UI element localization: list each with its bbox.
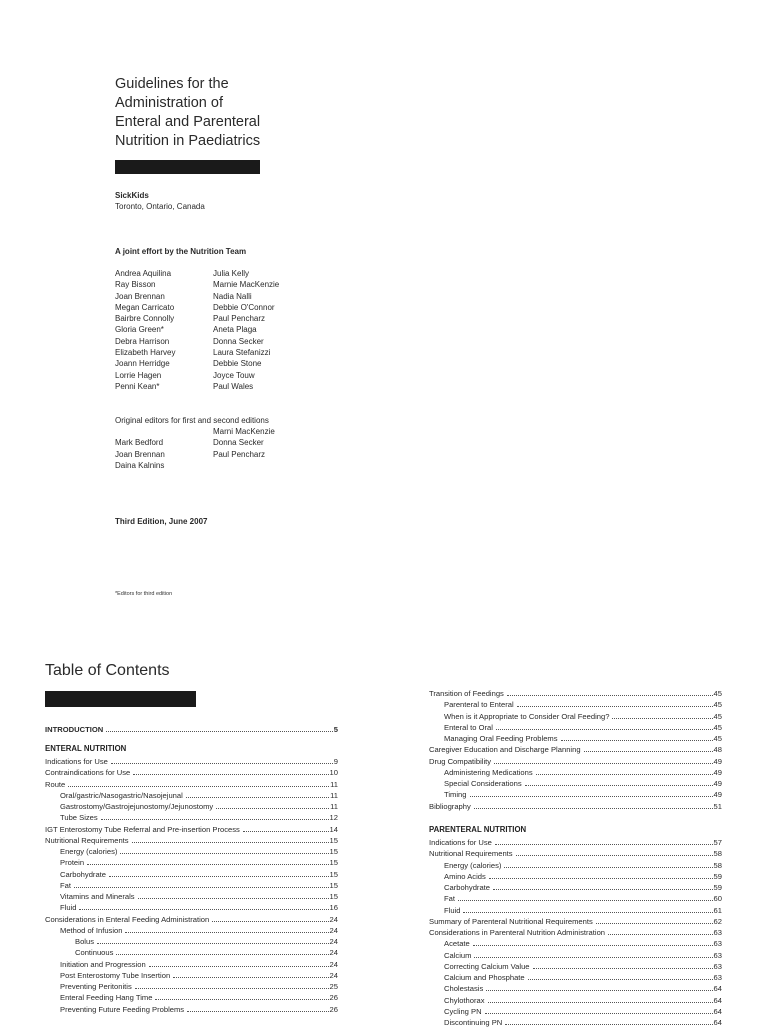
toc-entry-label: Special Considerations bbox=[444, 779, 522, 788]
toc-entry[interactable] bbox=[60, 790, 338, 801]
toc-entry[interactable] bbox=[60, 902, 338, 913]
toc-leader-dots bbox=[485, 1013, 713, 1014]
toc-leader-dots bbox=[109, 876, 329, 877]
toc-entry-page: 64 bbox=[713, 1018, 722, 1027]
team-member: Marnie MacKenzie bbox=[213, 280, 280, 290]
toc-entry[interactable] bbox=[444, 972, 722, 983]
team-member: Nadia Nalli bbox=[213, 291, 252, 301]
toc-entry-label: Protein bbox=[60, 858, 85, 868]
toc-leader-dots bbox=[473, 945, 713, 946]
cover-title-line: Administration of bbox=[115, 95, 223, 111]
toc-entry[interactable] bbox=[45, 914, 338, 925]
toc-entry[interactable] bbox=[429, 756, 722, 767]
cover-title-line: Nutrition in Paediatrics bbox=[115, 133, 261, 149]
cover-title-line: Guidelines for the bbox=[115, 76, 229, 92]
toc-entry-page: 57 bbox=[713, 838, 722, 847]
toc-leader-dots bbox=[97, 943, 329, 944]
toc-entry-label: Correcting Calcium Value bbox=[444, 961, 530, 971]
toc-leader-dots bbox=[517, 706, 713, 707]
toc-entry[interactable] bbox=[444, 699, 722, 710]
toc-entry[interactable] bbox=[429, 848, 722, 859]
toc-entry-page: 60 bbox=[713, 894, 722, 904]
toc-leader-dots bbox=[173, 977, 328, 978]
toc-entry-label: Post Enterostomy Tube Insertion bbox=[60, 970, 171, 980]
toc-entry-page: 49 bbox=[713, 790, 722, 800]
toc-entry[interactable] bbox=[75, 947, 338, 958]
toc-leader-dots bbox=[516, 855, 713, 856]
toc-entry-label: Initiation and Progression bbox=[60, 959, 146, 969]
toc-entry-page: 24 bbox=[329, 959, 338, 969]
toc-entry-label: Parenteral to Enteral bbox=[444, 700, 514, 710]
toc-entry-page: 15 bbox=[329, 880, 338, 890]
toc-entry[interactable] bbox=[60, 812, 338, 823]
joint-effort-heading: A joint effort by the Nutrition Team bbox=[115, 247, 247, 256]
team-member: Joann Herridge bbox=[115, 359, 170, 369]
toc-section-parenteral: PARENTERAL NUTRITION bbox=[429, 825, 527, 834]
toc-entry-page: 24 bbox=[329, 914, 338, 924]
toc-entry[interactable] bbox=[60, 869, 338, 880]
toc-leader-dots bbox=[507, 695, 713, 696]
toc-entry[interactable] bbox=[60, 880, 338, 891]
toc-entry[interactable] bbox=[444, 860, 722, 871]
editor-name: Marni MacKenzie bbox=[213, 427, 275, 436]
toc-leader-dots bbox=[111, 763, 333, 764]
toc-entry-label: Discontinuing PN bbox=[444, 1018, 503, 1027]
editor-name: Mark Bedford bbox=[115, 438, 164, 448]
toc-entry[interactable] bbox=[45, 756, 338, 767]
toc-leader-dots bbox=[155, 999, 328, 1000]
toc-leader-dots bbox=[132, 842, 329, 843]
toc-entry-label: Fluid bbox=[60, 903, 77, 913]
toc-entry-page: 49 bbox=[713, 756, 722, 766]
toc-entry-label: Administering Medications bbox=[444, 767, 533, 777]
toc-entry-page: 51 bbox=[713, 801, 722, 811]
toc-leader-dots bbox=[474, 957, 712, 958]
toc-entry-page: 64 bbox=[713, 984, 722, 994]
toc-leader-dots bbox=[528, 979, 713, 980]
toc-entry-label: Timing bbox=[444, 790, 467, 800]
team-member: Megan Carricato bbox=[115, 302, 175, 312]
toc-leader-dots bbox=[133, 774, 328, 775]
toc-leader-dots bbox=[458, 900, 713, 901]
editors-list-left bbox=[115, 426, 165, 471]
toc-leader-dots bbox=[561, 740, 713, 741]
toc-leader-dots bbox=[494, 763, 713, 764]
toc-entry-label: Considerations in Enteral Feeding Administration bbox=[45, 914, 210, 924]
toc-entry[interactable] bbox=[444, 995, 722, 1006]
toc-entry-label: Method of Infusion bbox=[60, 925, 123, 935]
toc-entry-label: Tube Sizes bbox=[60, 813, 98, 823]
toc-entry-label: INTRODUCTION bbox=[45, 725, 104, 734]
toc-entry-page: 11 bbox=[330, 802, 338, 811]
toc-leader-dots bbox=[74, 887, 329, 888]
toc-entry[interactable] bbox=[429, 801, 722, 812]
toc-entry-label: Chylothorax bbox=[444, 995, 485, 1005]
toc-entry-page: 11 bbox=[330, 790, 338, 800]
team-member: Donna Secker bbox=[213, 336, 264, 346]
toc-entry[interactable] bbox=[60, 1004, 338, 1015]
toc-leader-dots bbox=[186, 797, 329, 798]
toc-leader-dots bbox=[187, 1011, 328, 1012]
toc-entry-label: Vitamins and Minerals bbox=[60, 892, 135, 901]
toc-entry-page: 26 bbox=[329, 993, 338, 1003]
toc-leader-dots bbox=[536, 774, 713, 775]
toc-entry[interactable] bbox=[444, 711, 722, 722]
toc-entry[interactable] bbox=[444, 733, 722, 744]
toc-entry-label: Calcium and Phosphate bbox=[444, 973, 525, 982]
toc-entry-page: 45 bbox=[713, 711, 722, 721]
toc-entry[interactable] bbox=[60, 891, 338, 902]
toc-entry-page: 24 bbox=[329, 937, 338, 946]
toc-entry-page: 64 bbox=[713, 995, 722, 1005]
editor-name bbox=[115, 426, 165, 437]
toc-entry-page: 24 bbox=[329, 925, 338, 935]
toc-entry-page: 15 bbox=[329, 869, 338, 879]
toc-entry-page: 63 bbox=[713, 950, 722, 960]
toc-leader-dots bbox=[525, 785, 713, 786]
toc-leader-dots bbox=[149, 966, 329, 967]
toc-entry-label: Amino Acids bbox=[444, 871, 486, 881]
toc-entry-introduction[interactable] bbox=[45, 724, 338, 735]
toc-entry-page: 15 bbox=[329, 835, 338, 845]
toc-entry[interactable] bbox=[429, 837, 722, 848]
team-member: Elizabeth Harvey bbox=[115, 348, 176, 358]
toc-entry-label: Cycling PN bbox=[444, 1006, 482, 1016]
toc-entry[interactable] bbox=[444, 893, 722, 904]
toc-entry[interactable] bbox=[45, 824, 338, 835]
toc-entry-page: 49 bbox=[713, 779, 722, 788]
toc-entry-page: 45 bbox=[713, 689, 722, 698]
toc-entry[interactable] bbox=[60, 970, 338, 981]
toc-leader-dots bbox=[120, 853, 328, 854]
toc-entry-label: IGT Enterostomy Tube Referral and Pre-insertion Process bbox=[45, 824, 240, 834]
toc-entry[interactable] bbox=[429, 688, 722, 699]
toc-entry-page: 10 bbox=[329, 768, 338, 778]
toc-leader-dots bbox=[463, 912, 712, 913]
footnote: *Editors for third edition bbox=[115, 591, 173, 597]
toc-entry[interactable] bbox=[45, 835, 338, 846]
toc-leader-dots bbox=[505, 1024, 712, 1025]
team-member: Aneta Plaga bbox=[213, 325, 257, 335]
toc-entry-label: Transition of Feedings bbox=[429, 689, 504, 698]
toc-entry-label: Carbohydrate bbox=[444, 883, 491, 892]
edition-label: Third Edition, June 2007 bbox=[115, 517, 208, 526]
toc-entry-label: When is it Appropriate to Consider Oral Feeding? bbox=[444, 711, 610, 721]
toc-entry-label: Summary of Parenteral Nutritional Requirements bbox=[429, 916, 593, 926]
toc-entry[interactable] bbox=[444, 722, 722, 733]
toc-leader-dots bbox=[493, 889, 713, 890]
toc-entry-label: Preventing Future Feeding Problems bbox=[60, 1004, 185, 1014]
team-member: Joan Brennan bbox=[115, 291, 165, 301]
toc-leader-dots bbox=[106, 731, 333, 732]
toc-entry[interactable] bbox=[429, 744, 722, 755]
toc-entry[interactable] bbox=[429, 916, 722, 927]
toc-leader-dots bbox=[116, 954, 328, 955]
toc-entry-label: Acetate bbox=[444, 939, 470, 949]
toc-entry-page: 59 bbox=[713, 883, 722, 892]
team-member: Paul Wales bbox=[213, 381, 254, 391]
toc-leader-dots bbox=[138, 898, 329, 899]
toc-entry-page: 16 bbox=[329, 903, 338, 913]
team-member: Debbie Stone bbox=[213, 359, 262, 369]
toc-entry[interactable] bbox=[60, 959, 338, 970]
toc-entry-label: Fluid bbox=[444, 905, 461, 915]
toc-leader-dots bbox=[488, 1002, 713, 1003]
toc-entry[interactable] bbox=[60, 992, 338, 1003]
org-location: Toronto, Ontario, Canada bbox=[115, 202, 205, 211]
toc-leader-dots bbox=[474, 808, 713, 809]
toc-entry-label: Managing Oral Feeding Problems bbox=[444, 734, 558, 743]
editors-list-right bbox=[213, 426, 275, 460]
toc-entry-page: 62 bbox=[713, 916, 722, 926]
toc-entry-label: Bibliography bbox=[429, 801, 471, 811]
toc-entry-page: 49 bbox=[713, 767, 722, 777]
toc-entry-label: Enteral to Oral bbox=[444, 722, 493, 732]
toc-entry[interactable] bbox=[444, 961, 722, 972]
toc-leader-dots bbox=[216, 808, 329, 809]
toc-entry-label: Caregiver Education and Discharge Planning bbox=[429, 745, 581, 755]
toc-entry-page: 11 bbox=[330, 779, 338, 789]
toc-entry-page: 45 bbox=[713, 734, 722, 743]
team-member: Gloria Green* bbox=[115, 325, 164, 335]
toc-entry-page: 59 bbox=[713, 871, 722, 881]
team-member: Bairbre Connolly bbox=[115, 314, 175, 324]
editor-name: Donna Secker bbox=[213, 438, 264, 448]
toc-entry[interactable] bbox=[444, 983, 722, 994]
team-member: Julia Kelly bbox=[213, 269, 250, 278]
team-list-left bbox=[115, 268, 175, 392]
toc-entry-page: 15 bbox=[329, 858, 338, 868]
toc-entry-page: 63 bbox=[713, 928, 722, 937]
toc-leader-dots bbox=[125, 932, 328, 933]
toc-entry[interactable] bbox=[444, 1006, 722, 1017]
toc-entry[interactable] bbox=[444, 1017, 722, 1028]
toc-entry-label: Contraindications for Use bbox=[45, 768, 131, 778]
toc-title: Table of Contents bbox=[45, 662, 170, 679]
toc-section-enteral: ENTERAL NUTRITION bbox=[45, 744, 127, 753]
toc-entry-label: Bolus bbox=[75, 937, 94, 946]
editor-name: Paul Pencharz bbox=[213, 449, 266, 459]
toc-entry-page: 9 bbox=[333, 757, 338, 766]
toc-leader-dots bbox=[612, 718, 712, 719]
toc-entry-page: 48 bbox=[713, 745, 722, 755]
toc-entry-label: Cholestasis bbox=[444, 984, 484, 994]
toc-entry-page: 5 bbox=[333, 725, 338, 734]
team-member: Paul Pencharz bbox=[213, 314, 266, 324]
toc-entry-label: Preventing Peritonitis bbox=[60, 982, 132, 991]
toc-entry[interactable] bbox=[444, 778, 722, 789]
toc-entry[interactable] bbox=[444, 882, 722, 893]
toc-leader-dots bbox=[79, 909, 328, 910]
toc-leader-dots bbox=[212, 921, 328, 922]
toc-entry-label: Oral/gastric/Nasogastric/Nasojejunal bbox=[60, 790, 183, 800]
toc-entry[interactable] bbox=[60, 925, 338, 936]
toc-entry[interactable] bbox=[75, 936, 338, 947]
editor-name: Daina Kalnins bbox=[115, 460, 165, 470]
toc-entry-label: Carbohydrate bbox=[60, 869, 107, 879]
team-member: Debbie O'Connor bbox=[213, 302, 275, 312]
toc-entry-page: 63 bbox=[713, 973, 722, 982]
toc-entry-page: 45 bbox=[713, 722, 722, 732]
toc-entry-label: Route bbox=[45, 779, 66, 789]
toc-leader-dots bbox=[243, 831, 329, 832]
toc-entry-label: Considerations in Parenteral Nutrition Administration bbox=[429, 928, 606, 937]
cover-title-bar bbox=[115, 160, 260, 174]
toc-entry-page: 26 bbox=[329, 1004, 338, 1014]
toc-entry[interactable] bbox=[444, 938, 722, 949]
toc-entry[interactable] bbox=[45, 767, 338, 778]
toc-leader-dots bbox=[584, 751, 713, 752]
toc-entry-label: Continuous bbox=[75, 948, 114, 958]
toc-entry-label: Drug Compatibility bbox=[429, 756, 492, 766]
toc-entry-page: 58 bbox=[713, 849, 722, 859]
toc-leader-dots bbox=[608, 934, 713, 935]
toc-leader-dots bbox=[470, 796, 713, 797]
toc-entry-page: 45 bbox=[713, 700, 722, 710]
toc-entry-label: Energy (calories) bbox=[444, 860, 502, 870]
toc-leader-dots bbox=[495, 844, 713, 845]
toc-leader-dots bbox=[486, 990, 712, 991]
toc-entry[interactable] bbox=[429, 927, 722, 938]
toc-entry-page: 63 bbox=[713, 961, 722, 971]
org-name: SickKids bbox=[115, 191, 149, 200]
toc-entry[interactable] bbox=[444, 767, 722, 778]
toc-entry-label: Fat bbox=[60, 880, 71, 890]
toc-entry-page: 24 bbox=[329, 948, 338, 958]
toc-entry[interactable] bbox=[60, 846, 338, 857]
toc-entry-label: Energy (calories) bbox=[60, 847, 118, 856]
toc-entry-label: Enteral Feeding Hang Time bbox=[60, 993, 153, 1003]
toc-entry-page: 24 bbox=[329, 970, 338, 980]
toc-entry[interactable] bbox=[444, 905, 722, 916]
team-member: Joyce Touw bbox=[213, 370, 255, 380]
team-list-right bbox=[213, 268, 279, 392]
toc-leader-dots bbox=[101, 819, 329, 820]
toc-entry-page: 15 bbox=[329, 892, 338, 901]
toc-leader-dots bbox=[504, 867, 712, 868]
toc-entry[interactable] bbox=[444, 789, 722, 800]
toc-entry-page: 61 bbox=[713, 905, 722, 915]
toc-entry-page: 64 bbox=[713, 1006, 722, 1016]
toc-entry-page: 14 bbox=[329, 824, 338, 834]
toc-entry-page: 58 bbox=[713, 860, 722, 870]
toc-entry-label: Indications for Use bbox=[429, 838, 492, 847]
team-member: Ray Bisson bbox=[115, 280, 156, 290]
toc-entry-label: Fat bbox=[444, 894, 455, 904]
toc-leader-dots bbox=[135, 988, 329, 989]
toc-entry-label: Indications for Use bbox=[45, 757, 108, 766]
toc-title-bar bbox=[45, 691, 196, 707]
team-member: Penni Kean* bbox=[115, 381, 160, 391]
toc-entry-label: Gastrostomy/Gastrojejunostomy/Jejunostomy bbox=[60, 802, 214, 811]
toc-entry[interactable] bbox=[60, 801, 338, 812]
toc-entry-page: 12 bbox=[329, 813, 338, 823]
toc-entry[interactable] bbox=[444, 871, 722, 882]
toc-leader-dots bbox=[596, 923, 713, 924]
toc-entry-label: Nutritional Requirements bbox=[429, 849, 513, 859]
toc-leader-dots bbox=[496, 729, 713, 730]
cover-title-line: Enteral and Parenteral bbox=[115, 114, 261, 130]
toc-leader-dots bbox=[533, 968, 713, 969]
toc-leader-dots bbox=[489, 878, 713, 879]
toc-entry[interactable] bbox=[60, 857, 338, 868]
toc-leader-dots bbox=[68, 786, 329, 787]
original-editors-label: Original editors for first and second editions bbox=[115, 416, 269, 425]
team-member: Andrea Aquilina bbox=[115, 269, 172, 278]
toc-leader-dots bbox=[87, 864, 328, 865]
toc-entry-label: Calcium bbox=[444, 950, 472, 960]
cover-title bbox=[115, 75, 260, 151]
team-member: Debra Harrison bbox=[115, 336, 170, 346]
team-member: Lorrie Hagen bbox=[115, 370, 162, 380]
team-member: Laura Stefanizzi bbox=[213, 348, 271, 358]
toc-entry[interactable] bbox=[45, 779, 338, 790]
editor-name: Joan Brennan bbox=[115, 449, 165, 459]
toc-entry-page: 25 bbox=[329, 982, 338, 991]
toc-entry-page: 15 bbox=[329, 847, 338, 856]
toc-entry[interactable] bbox=[444, 950, 722, 961]
toc-entry[interactable] bbox=[60, 981, 338, 992]
toc-entry-label: Nutritional Requirements bbox=[45, 835, 129, 845]
toc-entry-page: 63 bbox=[713, 939, 722, 949]
